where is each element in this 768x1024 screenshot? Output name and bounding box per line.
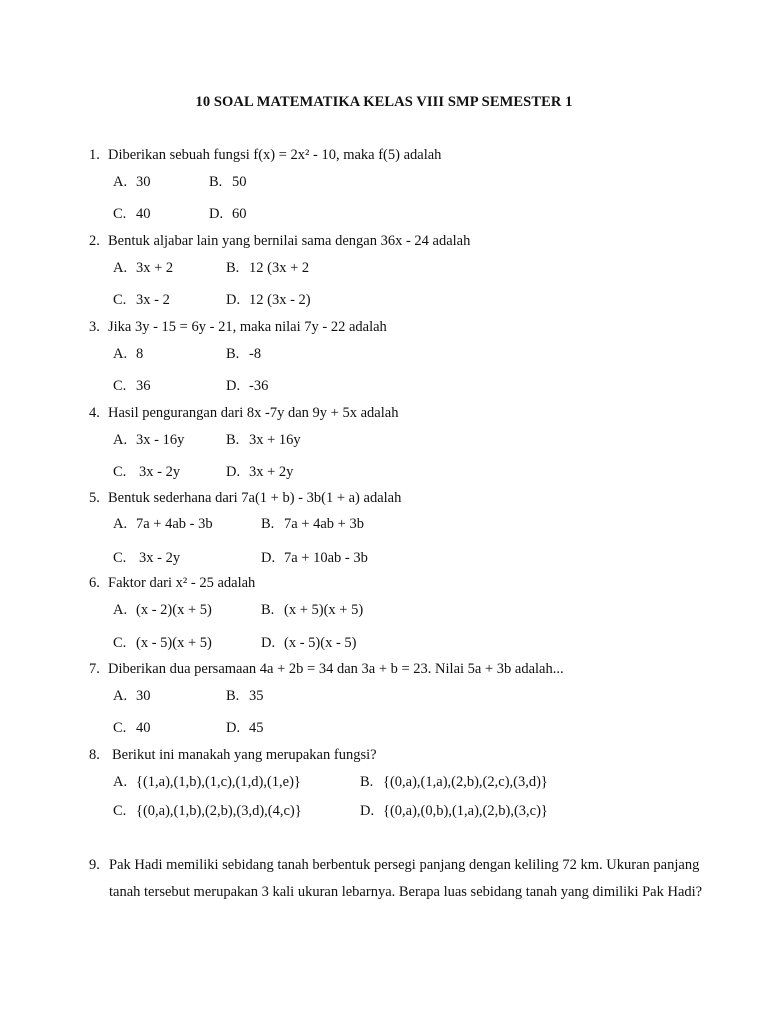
- question-text: Faktor dari x² - 25 adalah: [108, 575, 256, 591]
- question-9: [89, 852, 709, 906]
- question-number: 5.: [89, 490, 100, 506]
- question-text: Bentuk sederhana dari 7a(1 + b) - 3b(1 + a) adalah: [108, 490, 402, 506]
- option-b: B. (x + 5)(x + 5): [261, 602, 364, 618]
- option-a: A. (x - 2)(x + 5): [113, 602, 212, 618]
- question-6: [89, 575, 255, 592]
- question-number: 4.: [89, 405, 100, 421]
- option-d: D. 60: [209, 206, 247, 222]
- option-b: B. 7a + 4ab + 3b: [261, 516, 364, 532]
- question-1: [89, 147, 441, 164]
- option-a: A. 8: [113, 346, 144, 362]
- option-b: B. {(0,a),(1,a),(2,b),(2,c),(3,d)}: [360, 774, 548, 790]
- option-d: D. (x - 5)(x - 5): [261, 635, 357, 651]
- option-c: C. 40: [113, 206, 151, 222]
- question-7: [89, 661, 564, 678]
- question-number: 3.: [89, 319, 100, 335]
- question-text: Diberikan dua persamaan 4a + 2b = 34 dan 3a + b = 23. Nilai 5a + 3b adalah...: [108, 661, 564, 677]
- question-text: Hasil pengurangan dari 8x -7y dan 9y + 5x adalah: [108, 405, 399, 421]
- question-number: 6.: [89, 575, 100, 591]
- option-c: C. 3x - 2: [113, 292, 170, 308]
- option-b: B. 12 (3x + 2: [226, 260, 310, 276]
- question-2: [89, 233, 470, 250]
- question-8: [89, 747, 377, 764]
- option-a: A. 3x - 16y: [113, 432, 185, 448]
- option-d: D. 45: [226, 720, 264, 736]
- option-d: D. 12 (3x - 2): [226, 292, 311, 308]
- option-b: B. -8: [226, 346, 262, 362]
- option-d: D. {(0,a),(0,b),(1,a),(2,b),(3,c)}: [360, 803, 548, 819]
- question-number: 7.: [89, 661, 100, 677]
- option-b: B. 35: [226, 688, 264, 704]
- question-text: Berikut ini manakah yang merupakan fungsi?: [112, 747, 377, 763]
- option-a: A. 30: [113, 688, 151, 704]
- option-c: C. 40: [113, 720, 151, 736]
- question-text: Pak Hadi memiliki sebidang tanah berbentuk persegi panjang dengan keliling 72 km. Ukuran panjang tanah tersebut merupakan 3 kali ukuran lebarnya. Berapa luas sebidang tanah yang dimiliki Pak Hadi?: [109, 857, 703, 900]
- option-c: C. 3x - 2y: [113, 550, 181, 566]
- option-a: A. 3x + 2: [113, 260, 174, 276]
- question-text: Bentuk aljabar lain yang bernilai sama dengan 36x - 24 adalah: [108, 233, 471, 249]
- option-a: A. {(1,a),(1,b),(1,c),(1,d),(1,e)}: [113, 774, 301, 790]
- option-c: C. 3x - 2y: [113, 464, 181, 480]
- option-c: C. {(0,a),(1,b),(2,b),(3,d),(4,c)}: [113, 803, 302, 819]
- option-d: D. -36: [226, 378, 269, 394]
- option-a: A. 7a + 4ab - 3b: [113, 516, 213, 532]
- question-text: Jika 3y - 15 = 6y - 21, maka nilai 7y - 22 adalah: [108, 319, 387, 335]
- option-c: C. (x - 5)(x + 5): [113, 635, 212, 651]
- question-number: 8.: [89, 747, 100, 763]
- option-a: A. 30: [113, 174, 151, 190]
- option-d: D. 3x + 2y: [226, 464, 294, 480]
- option-c: C. 36: [113, 378, 151, 394]
- question-5: [89, 490, 401, 507]
- question-number: 9.: [89, 857, 100, 873]
- question-number: 2.: [89, 233, 100, 249]
- page-title: 10 SOAL MATEMATIKA KELAS VIII SMP SEMESTER 1: [195, 94, 573, 110]
- option-b: B. 3x + 16y: [226, 432, 301, 448]
- question-3: [89, 319, 387, 336]
- question-number: 1.: [89, 147, 100, 163]
- option-b: B. 50: [209, 174, 247, 190]
- option-d: D. 7a + 10ab - 3b: [261, 550, 368, 566]
- question-4: [89, 405, 398, 422]
- question-text: Diberikan sebuah fungsi f(x) = 2x² - 10, maka f(5) adalah: [108, 147, 442, 163]
